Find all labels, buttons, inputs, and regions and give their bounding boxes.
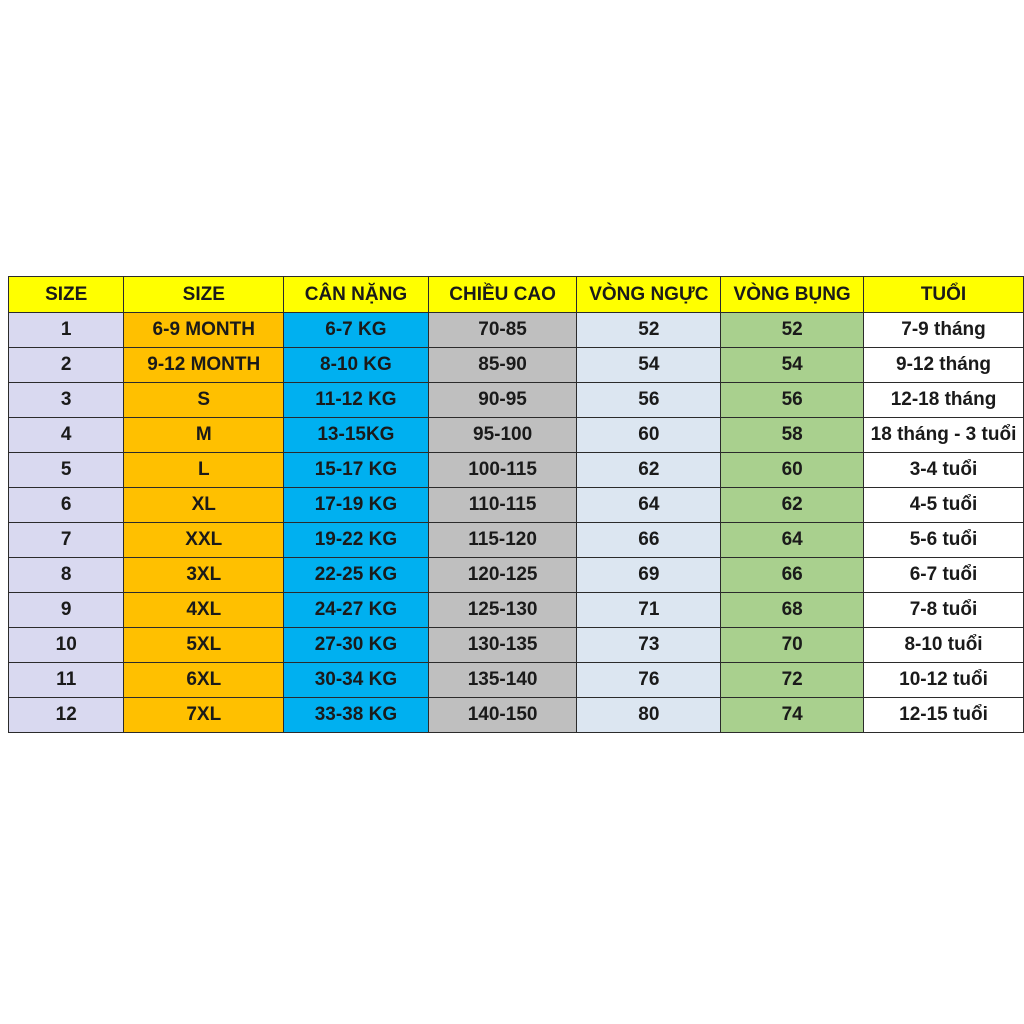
height-cell: 95-100 <box>428 418 577 453</box>
header-size-number: SIZE <box>9 277 124 313</box>
chest-cell: 64 <box>577 488 721 523</box>
waist-cell: 52 <box>721 313 864 348</box>
table-row <box>9 383 1024 418</box>
size-number-cell: 4 <box>9 418 124 453</box>
chest-cell: 66 <box>577 523 721 558</box>
age-cell: 12-15 tuổi <box>864 698 1024 733</box>
size-label-cell: M <box>124 418 284 453</box>
height-cell: 90-95 <box>428 383 577 418</box>
header-chest: VÒNG NGỰC <box>577 277 721 313</box>
height-cell: 70-85 <box>428 313 577 348</box>
header-row <box>9 277 1024 313</box>
age-cell: 7-8 tuổi <box>864 593 1024 628</box>
height-cell: 115-120 <box>428 523 577 558</box>
waist-cell: 56 <box>721 383 864 418</box>
age-cell: 5-6 tuổi <box>864 523 1024 558</box>
table-row <box>9 663 1024 698</box>
age-cell: 8-10 tuổi <box>864 628 1024 663</box>
size-label-cell: 7XL <box>124 698 284 733</box>
size-label-cell: 3XL <box>124 558 284 593</box>
size-number-cell: 1 <box>9 313 124 348</box>
chest-cell: 71 <box>577 593 721 628</box>
weight-cell: 22-25 KG <box>284 558 429 593</box>
header-height: CHIỀU CAO <box>428 277 577 313</box>
weight-cell: 6-7 KG <box>284 313 429 348</box>
size-number-cell: 7 <box>9 523 124 558</box>
waist-cell: 70 <box>721 628 864 663</box>
waist-cell: 66 <box>721 558 864 593</box>
chest-cell: 56 <box>577 383 721 418</box>
size-chart-table <box>8 276 1024 733</box>
header-size-label: SIZE <box>124 277 284 313</box>
size-label-cell: XL <box>124 488 284 523</box>
height-cell: 120-125 <box>428 558 577 593</box>
age-cell: 18 tháng - 3 tuổi <box>864 418 1024 453</box>
size-label-cell: 9-12 MONTH <box>124 348 284 383</box>
waist-cell: 62 <box>721 488 864 523</box>
height-cell: 125-130 <box>428 593 577 628</box>
size-label-cell: XXL <box>124 523 284 558</box>
header-age: TUỔI <box>864 277 1024 313</box>
height-cell: 100-115 <box>428 453 577 488</box>
size-label-cell: 5XL <box>124 628 284 663</box>
weight-cell: 17-19 KG <box>284 488 429 523</box>
size-number-cell: 10 <box>9 628 124 663</box>
weight-cell: 15-17 KG <box>284 453 429 488</box>
height-cell: 130-135 <box>428 628 577 663</box>
height-cell: 110-115 <box>428 488 577 523</box>
table-row <box>9 348 1024 383</box>
weight-cell: 24-27 KG <box>284 593 429 628</box>
age-cell: 12-18 tháng <box>864 383 1024 418</box>
chest-cell: 69 <box>577 558 721 593</box>
waist-cell: 68 <box>721 593 864 628</box>
age-cell: 9-12 tháng <box>864 348 1024 383</box>
header-weight: CÂN NẶNG <box>284 277 429 313</box>
table-body <box>9 313 1024 733</box>
weight-cell: 19-22 KG <box>284 523 429 558</box>
size-number-cell: 9 <box>9 593 124 628</box>
size-label-cell: L <box>124 453 284 488</box>
table-row <box>9 488 1024 523</box>
age-cell: 3-4 tuổi <box>864 453 1024 488</box>
height-cell: 135-140 <box>428 663 577 698</box>
size-number-cell: 5 <box>9 453 124 488</box>
table-row <box>9 523 1024 558</box>
chest-cell: 76 <box>577 663 721 698</box>
size-number-cell: 3 <box>9 383 124 418</box>
height-cell: 140-150 <box>428 698 577 733</box>
height-cell: 85-90 <box>428 348 577 383</box>
size-number-cell: 6 <box>9 488 124 523</box>
waist-cell: 74 <box>721 698 864 733</box>
weight-cell: 33-38 KG <box>284 698 429 733</box>
waist-cell: 58 <box>721 418 864 453</box>
table-row <box>9 593 1024 628</box>
table-row <box>9 698 1024 733</box>
chest-cell: 73 <box>577 628 721 663</box>
size-number-cell: 2 <box>9 348 124 383</box>
size-label-cell: 6-9 MONTH <box>124 313 284 348</box>
table-row <box>9 558 1024 593</box>
age-cell: 6-7 tuổi <box>864 558 1024 593</box>
age-cell: 10-12 tuổi <box>864 663 1024 698</box>
weight-cell: 8-10 KG <box>284 348 429 383</box>
chest-cell: 54 <box>577 348 721 383</box>
table-row <box>9 628 1024 663</box>
size-number-cell: 12 <box>9 698 124 733</box>
table-row <box>9 453 1024 488</box>
weight-cell: 30-34 KG <box>284 663 429 698</box>
chest-cell: 80 <box>577 698 721 733</box>
size-label-cell: 6XL <box>124 663 284 698</box>
weight-cell: 27-30 KG <box>284 628 429 663</box>
table-row <box>9 313 1024 348</box>
weight-cell: 13-15KG <box>284 418 429 453</box>
waist-cell: 54 <box>721 348 864 383</box>
waist-cell: 72 <box>721 663 864 698</box>
size-label-cell: S <box>124 383 284 418</box>
waist-cell: 60 <box>721 453 864 488</box>
age-cell: 4-5 tuổi <box>864 488 1024 523</box>
age-cell: 7-9 tháng <box>864 313 1024 348</box>
size-number-cell: 8 <box>9 558 124 593</box>
chest-cell: 52 <box>577 313 721 348</box>
header-waist: VÒNG BỤNG <box>721 277 864 313</box>
chest-cell: 62 <box>577 453 721 488</box>
chest-cell: 60 <box>577 418 721 453</box>
size-number-cell: 11 <box>9 663 124 698</box>
weight-cell: 11-12 KG <box>284 383 429 418</box>
size-label-cell: 4XL <box>124 593 284 628</box>
waist-cell: 64 <box>721 523 864 558</box>
table-row <box>9 418 1024 453</box>
